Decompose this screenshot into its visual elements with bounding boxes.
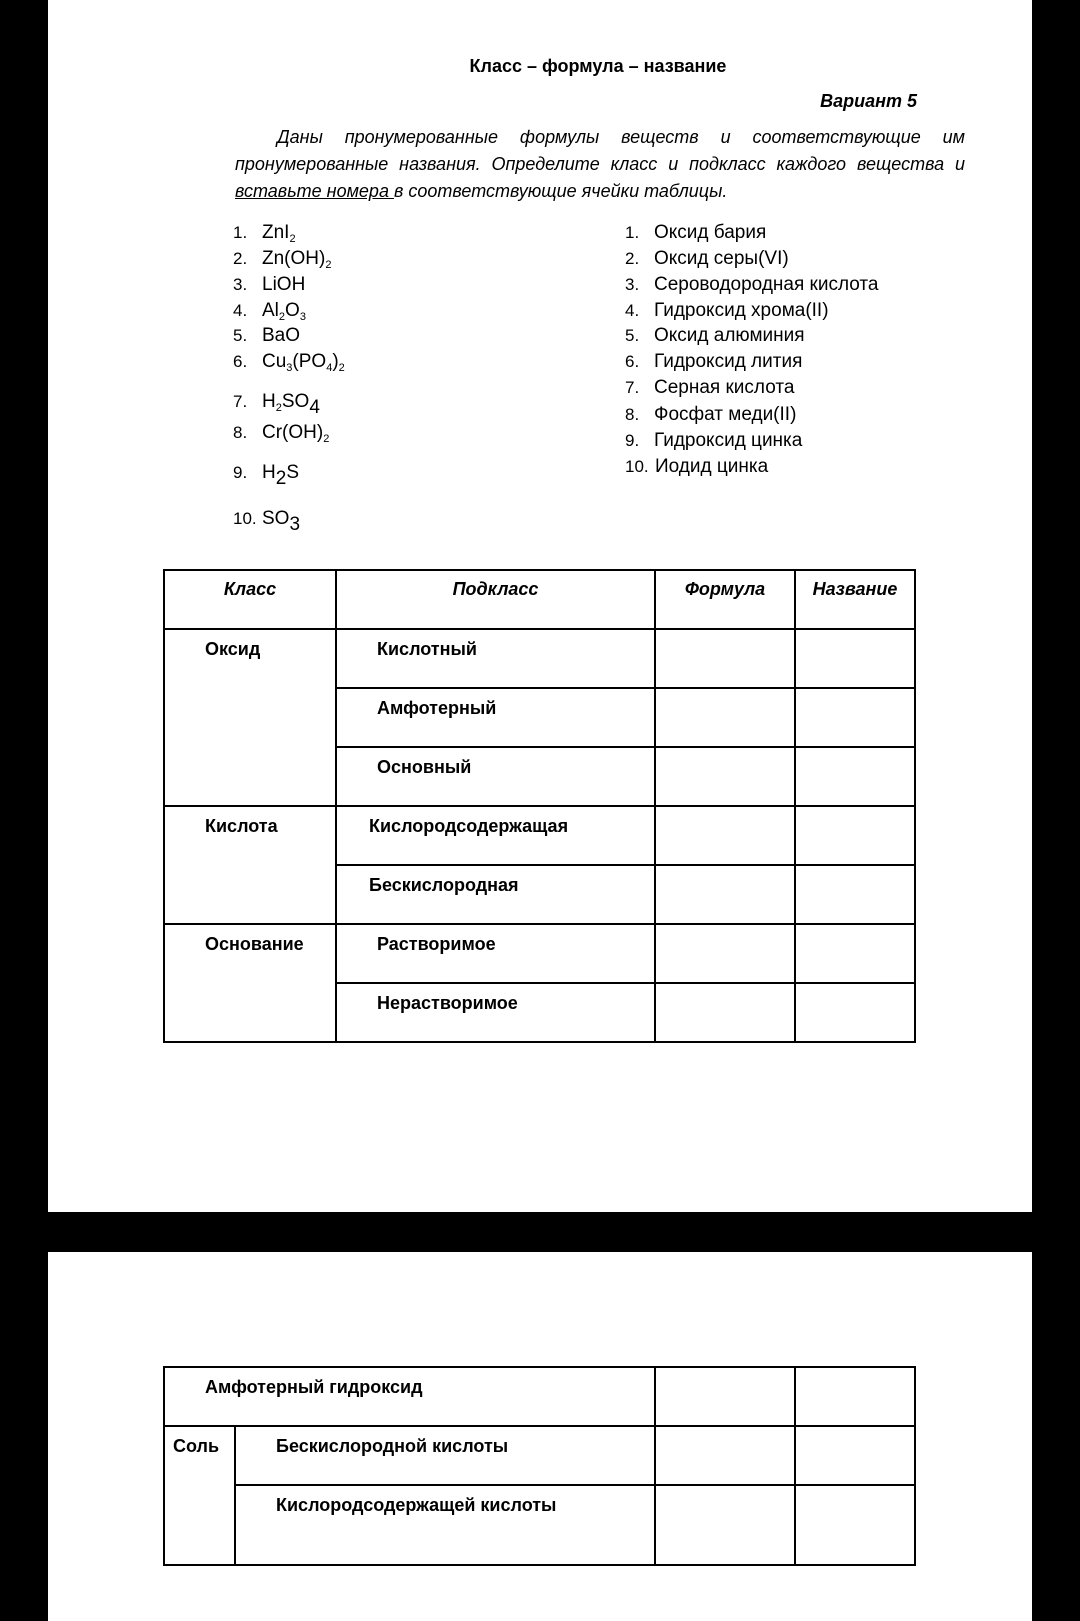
formula-cell[interactable] — [655, 1367, 795, 1426]
formula-cell[interactable] — [655, 1485, 795, 1565]
name-item: 7. Серная кислота — [625, 377, 795, 398]
class-oxide: Оксид — [164, 629, 336, 806]
formula-item: 3. LiOH — [233, 274, 306, 295]
formula-cell[interactable] — [655, 806, 795, 865]
formula-item: 4. $Al_2O_3$ — [233, 300, 306, 323]
name-cell[interactable] — [795, 629, 915, 688]
subclass-oxygen-free: Бескислородная — [336, 865, 655, 924]
subclass-soluble: Растворимое — [336, 924, 655, 983]
subclass-insoluble: Нерастворимое — [336, 983, 655, 1042]
formula-cell[interactable] — [655, 983, 795, 1042]
page-title: Класс – формула – название — [469, 56, 727, 76]
name-cell[interactable] — [795, 1426, 915, 1485]
name-item: 3. Сероводородная кислота — [625, 274, 879, 295]
name-cell[interactable] — [795, 1485, 915, 1565]
name-item: 4. Гидроксид хрома(II) — [625, 300, 829, 321]
name-cell[interactable] — [795, 983, 915, 1042]
subclass-amphoteric: Амфотерный — [336, 688, 655, 747]
name-cell[interactable] — [795, 924, 915, 983]
formula-cell[interactable] — [655, 924, 795, 983]
name-cell[interactable] — [795, 747, 915, 806]
formula-item: 7. $H_2SO_4$ — [233, 391, 320, 418]
formula-cell[interactable] — [655, 1426, 795, 1485]
salt-table — [163, 1366, 916, 1566]
formula-item: 9. $H_2S$ — [233, 462, 299, 489]
name-item: 10. Иодид цинка — [625, 456, 769, 477]
name-cell[interactable] — [795, 1367, 915, 1426]
formula-item: 1. ZnI$_2$ — [233, 222, 296, 245]
name-item: 8. Фосфат меди(II) — [625, 404, 797, 425]
page-1 — [48, 0, 1032, 1212]
formula-cell[interactable] — [655, 688, 795, 747]
formula-item: 5. BaO — [233, 325, 301, 346]
class-base: Основание — [164, 924, 336, 1042]
formula-cell[interactable] — [655, 747, 795, 806]
header-class: Класс — [164, 570, 336, 629]
subclass-acidic: Кислотный — [336, 629, 655, 688]
header-name: Название — [795, 570, 915, 629]
formula-item: 8. $Cr(OH)_2$ — [233, 422, 330, 445]
name-cell[interactable] — [795, 806, 915, 865]
name-item: 6. Гидроксид лития — [625, 351, 803, 372]
class-salt: Соль — [164, 1426, 235, 1565]
name-item: 9. Гидроксид цинка — [625, 430, 803, 451]
formula-cell[interactable] — [655, 629, 795, 688]
name-item: 1. Оксид бария — [625, 222, 767, 243]
name-cell[interactable] — [795, 865, 915, 924]
name-item: 5. Оксид алюминия — [625, 325, 805, 346]
subclass-oxygen-containing-acid-salt: Кислородсодержащей кислоты — [235, 1485, 655, 1565]
class-acid: Кислота — [164, 806, 336, 924]
name-item: 2. Оксид серы(VI) — [625, 248, 789, 269]
name-cell[interactable] — [795, 688, 915, 747]
header-formula: Формула — [655, 570, 795, 629]
formula-cell[interactable] — [655, 865, 795, 924]
class-amphoteric-hydroxide: Амфотерный гидроксид — [164, 1367, 655, 1426]
subclass-basic: Основный — [336, 747, 655, 806]
formula-item: 2. $Zn(OH)_2$ — [233, 248, 332, 271]
page-2 — [48, 1252, 1032, 1621]
subclass-oxygen-free-acid-salt: Бескислородной кислоты — [235, 1426, 655, 1485]
variant-label: Вариант 5 — [820, 91, 917, 111]
subclass-oxygen-containing: Кислородсодержащая — [336, 806, 655, 865]
instruction-text: Даны пронумерованные формулы веществ и соответствующие им пронумерованные названия. Определите класс и подкласс каждого вещества и вставьте номера в соответствующие ячейки таблицы. — [235, 127, 965, 201]
formula-item: 6. $Cu_3(PO_4)_2$ — [233, 351, 345, 374]
instruction-underlined: вставьте номера — [235, 181, 394, 201]
formula-item: 10. $SO_3$ — [233, 508, 301, 535]
classification-table — [163, 569, 916, 1043]
header-subclass: Подкласс — [336, 570, 655, 629]
